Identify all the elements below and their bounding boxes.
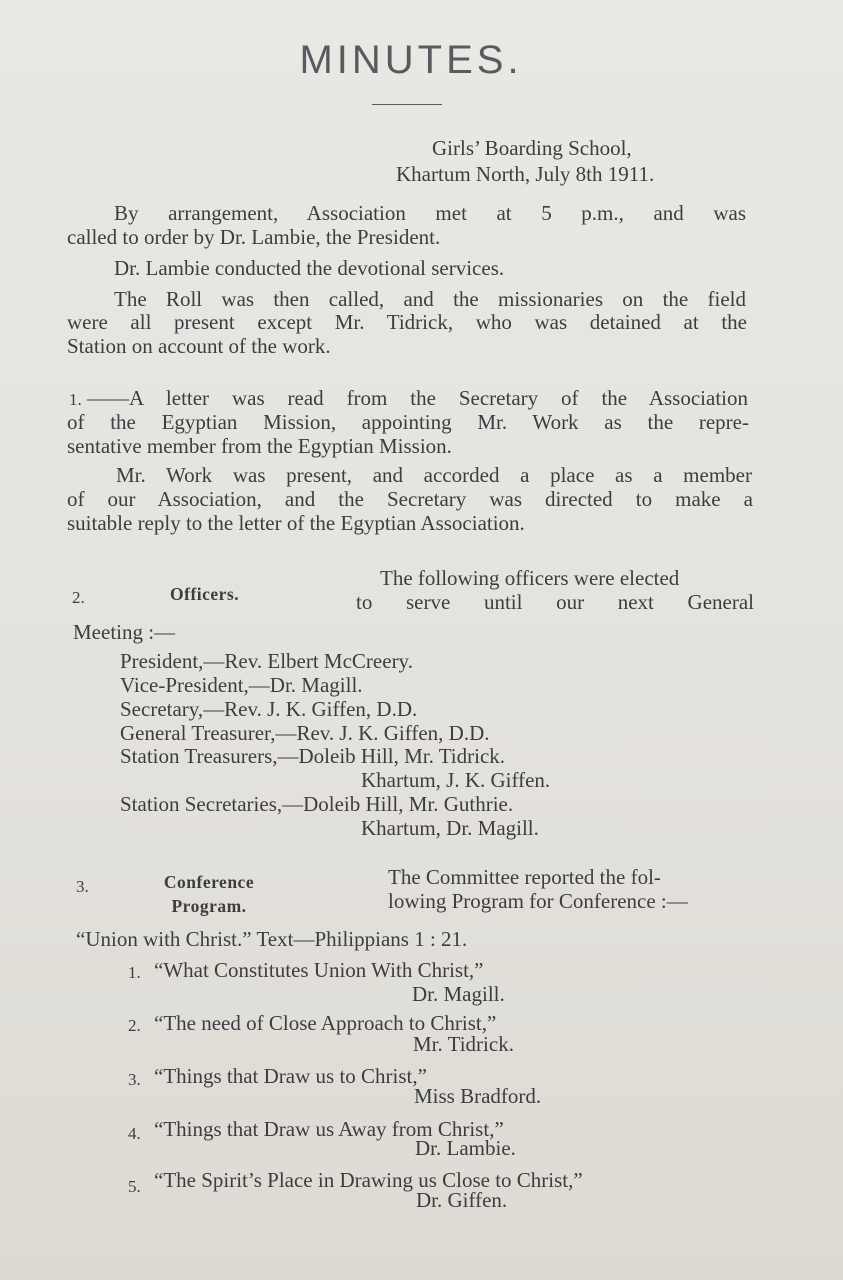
officer-vice-president: Vice-President,—Dr. Magill. xyxy=(120,673,363,697)
item1-number: 1. xyxy=(69,390,82,409)
item2-line2: to serve until our next General xyxy=(356,590,754,614)
conference-theme: “Union with Christ.” Text—Philippians 1 : 21. xyxy=(76,927,468,951)
item2-number: 2. xyxy=(72,588,85,607)
program-item-speaker: Mr. Tidrick. xyxy=(413,1032,514,1056)
program-item-title: “Things that Draw us Away from Christ,” xyxy=(154,1117,504,1141)
item2-heading: Officers. xyxy=(170,584,240,604)
item1-p2-line2: of our Association, and the Secretary was directed to make a xyxy=(67,487,753,511)
program-item-title: “What Constitutes Union With Christ,” xyxy=(154,958,484,982)
program-item-title: “Things that Draw us to Christ,” xyxy=(154,1064,427,1088)
program-item-number: 4. xyxy=(128,1124,141,1143)
program-item-speaker: Dr. Magill. xyxy=(412,982,505,1006)
program-item-speaker: Dr. Lambie. xyxy=(415,1136,516,1160)
program-item-number: 3. xyxy=(128,1070,141,1089)
officer-general-treasurer: General Treasurer,—Rev. J. K. Giffen, D.D. xyxy=(120,721,490,745)
item1-line2: of the Egyptian Mission, appointing Mr. Work as the repre- xyxy=(67,410,749,434)
item1-line3: sentative member from the Egyptian Mission. xyxy=(67,434,452,458)
item3-line1: The Committee reported the fol- xyxy=(388,865,661,889)
officer-station-secretaries-khartum: Khartum, Dr. Magill. xyxy=(361,816,539,840)
item3-heading-line2: Program. xyxy=(171,896,247,916)
officer-secretary: Secretary,—Rev. J. K. Giffen, D.D. xyxy=(120,697,418,721)
officer-station-treasurers: Station Treasurers,—Doleib Hill, Mr. Tidrick. xyxy=(120,744,506,768)
item1-line1: ——A letter was read from the Secretary of the Association xyxy=(87,386,748,410)
header-place-date: Khartum North, July 8th 1911. xyxy=(396,162,655,186)
item1-p2-line3: suitable reply to the letter of the Egyptian Association. xyxy=(67,511,525,535)
intro-p2: Dr. Lambie conducted the devotional services. xyxy=(114,256,505,280)
page-title: MINUTES. xyxy=(299,38,523,82)
item3-number: 3. xyxy=(76,877,89,896)
intro-p1-line2: called to order by Dr. Lambie, the President. xyxy=(67,225,441,249)
program-item-number: 1. xyxy=(128,963,141,982)
officer-president: President,—Rev. Elbert McCreery. xyxy=(120,649,413,673)
program-item-speaker: Dr. Giffen. xyxy=(416,1188,508,1212)
officer-station-treasurers-khartum: Khartum, J. K. Giffen. xyxy=(361,768,551,792)
item1-p2-line1: Mr. Work was present, and accorded a place as a member xyxy=(116,463,752,487)
item2-line3: Meeting :— xyxy=(73,620,176,644)
title-rule xyxy=(372,104,442,105)
officer-station-secretaries: Station Secretaries,—Doleib Hill, Mr. Guthrie. xyxy=(120,792,514,816)
program-item-title: “The need of Close Approach to Christ,” xyxy=(154,1011,497,1035)
intro-p3-line3: Station on account of the work. xyxy=(67,334,331,358)
intro-p3-line1: The Roll was then called, and the missionaries on the field xyxy=(114,287,746,311)
item3-heading-line1: Conference xyxy=(163,872,255,892)
item3-line2: lowing Program for Conference :— xyxy=(388,889,688,913)
program-item-number: 5. xyxy=(128,1177,141,1196)
program-item-speaker: Miss Bradford. xyxy=(414,1084,542,1108)
program-item-title: “The Spirit’s Place in Drawing us Close to Christ,” xyxy=(154,1168,583,1192)
intro-p1-line1: By arrangement, Association met at 5 p.m., and was xyxy=(114,201,746,225)
program-item-number: 2. xyxy=(128,1016,141,1035)
item2-line1: The following officers were elected xyxy=(380,566,680,590)
header-location: Girls’ Boarding School, xyxy=(432,136,632,160)
intro-p3-line2: were all present except Mr. Tidrick, who was detained at the xyxy=(67,310,747,334)
